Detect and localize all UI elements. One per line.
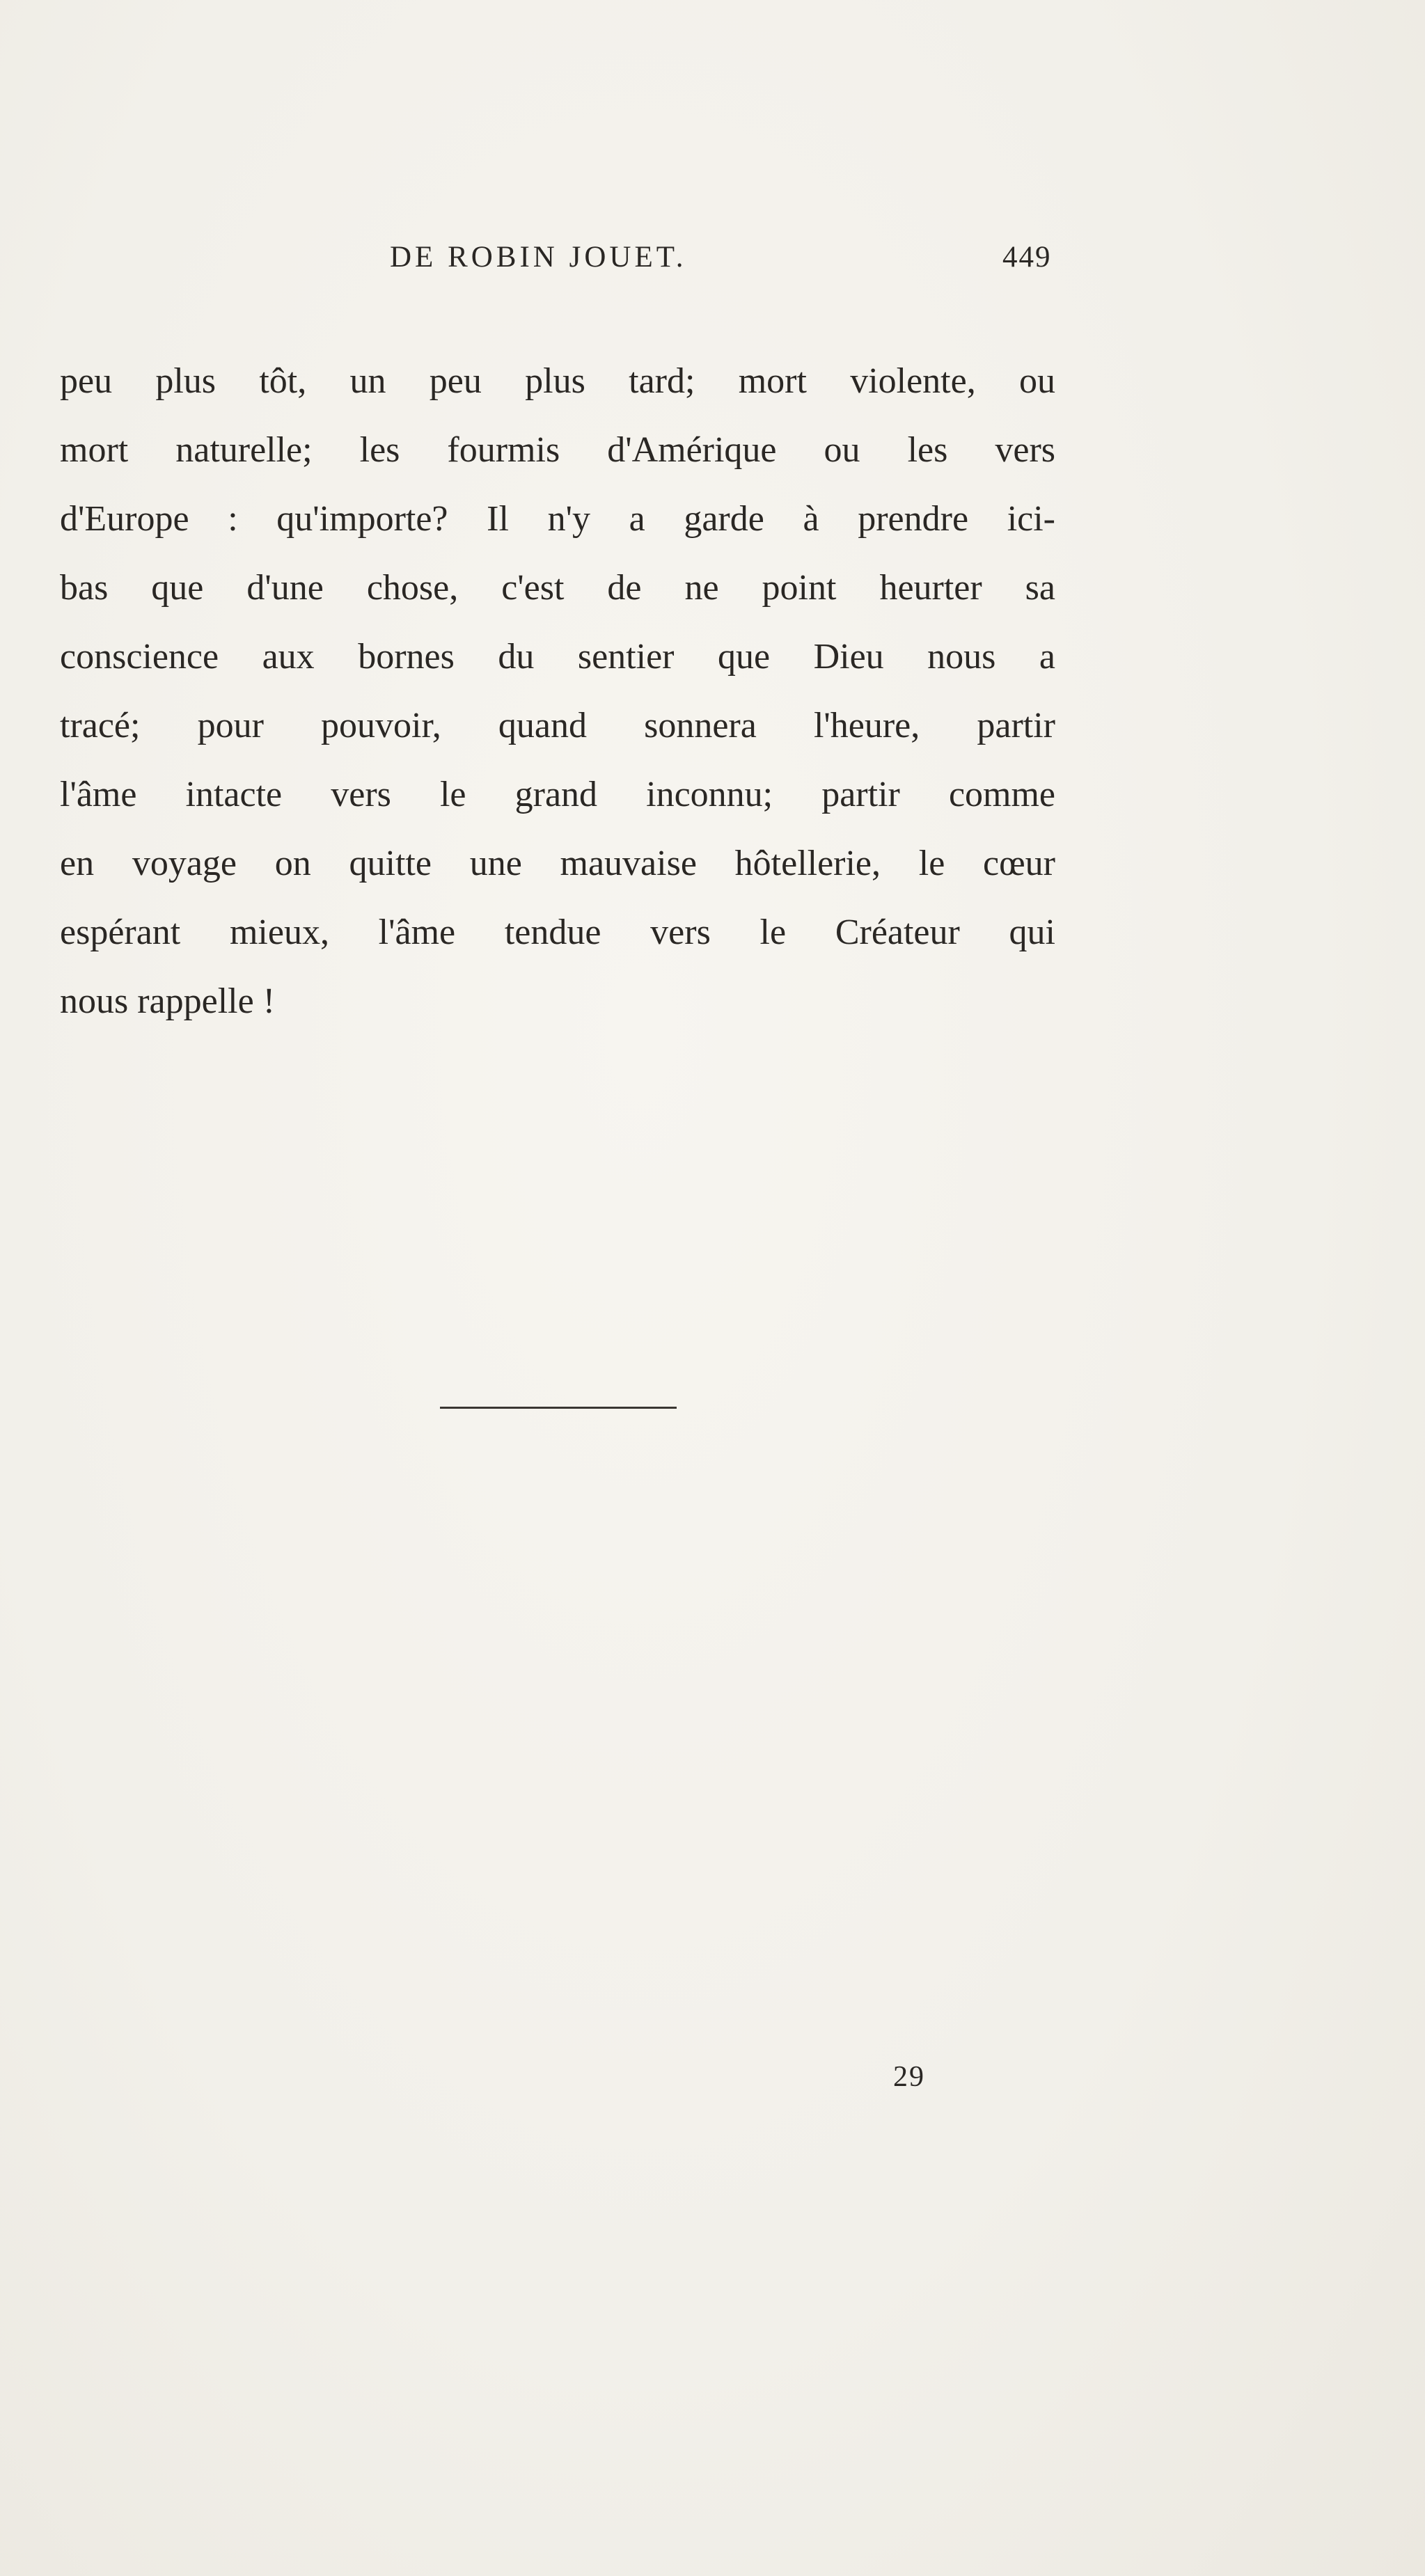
section-divider [440,1407,677,1409]
text-line: espérant mieux, l'âme tendue vers le Créateur qui [60,912,1055,952]
signature-mark: 29 [893,2061,925,2093]
text-line: d'Europe : qu'importe? Il n'y a garde à prendre ici- [60,499,1055,539]
text-line: conscience aux bornes du sentier que Dieu nous a [60,637,1055,677]
text-line: l'âme intacte vers le grand inconnu; partir comme [60,775,1055,814]
text-line: bas que d'une chose, c'est de ne point heurter sa [60,568,1055,608]
running-head [0,240,1425,282]
text-line: mort naturelle; les fourmis d'Amérique ou les vers [60,430,1055,470]
running-title: DE ROBIN JOUET. [390,241,687,274]
text-line: en voyage on quitte une mauvaise hôtellerie, le cœur [60,844,1055,883]
body-text [60,347,1055,1036]
page-number: 449 [1002,241,1052,274]
text-line: peu plus tôt, un peu plus tard; mort violente, ou [60,361,1055,401]
text-line: tracé; pour pouvoir, quand sonnera l'heure, partir [60,706,1055,745]
text-line: nous rappelle ! [60,981,276,1021]
